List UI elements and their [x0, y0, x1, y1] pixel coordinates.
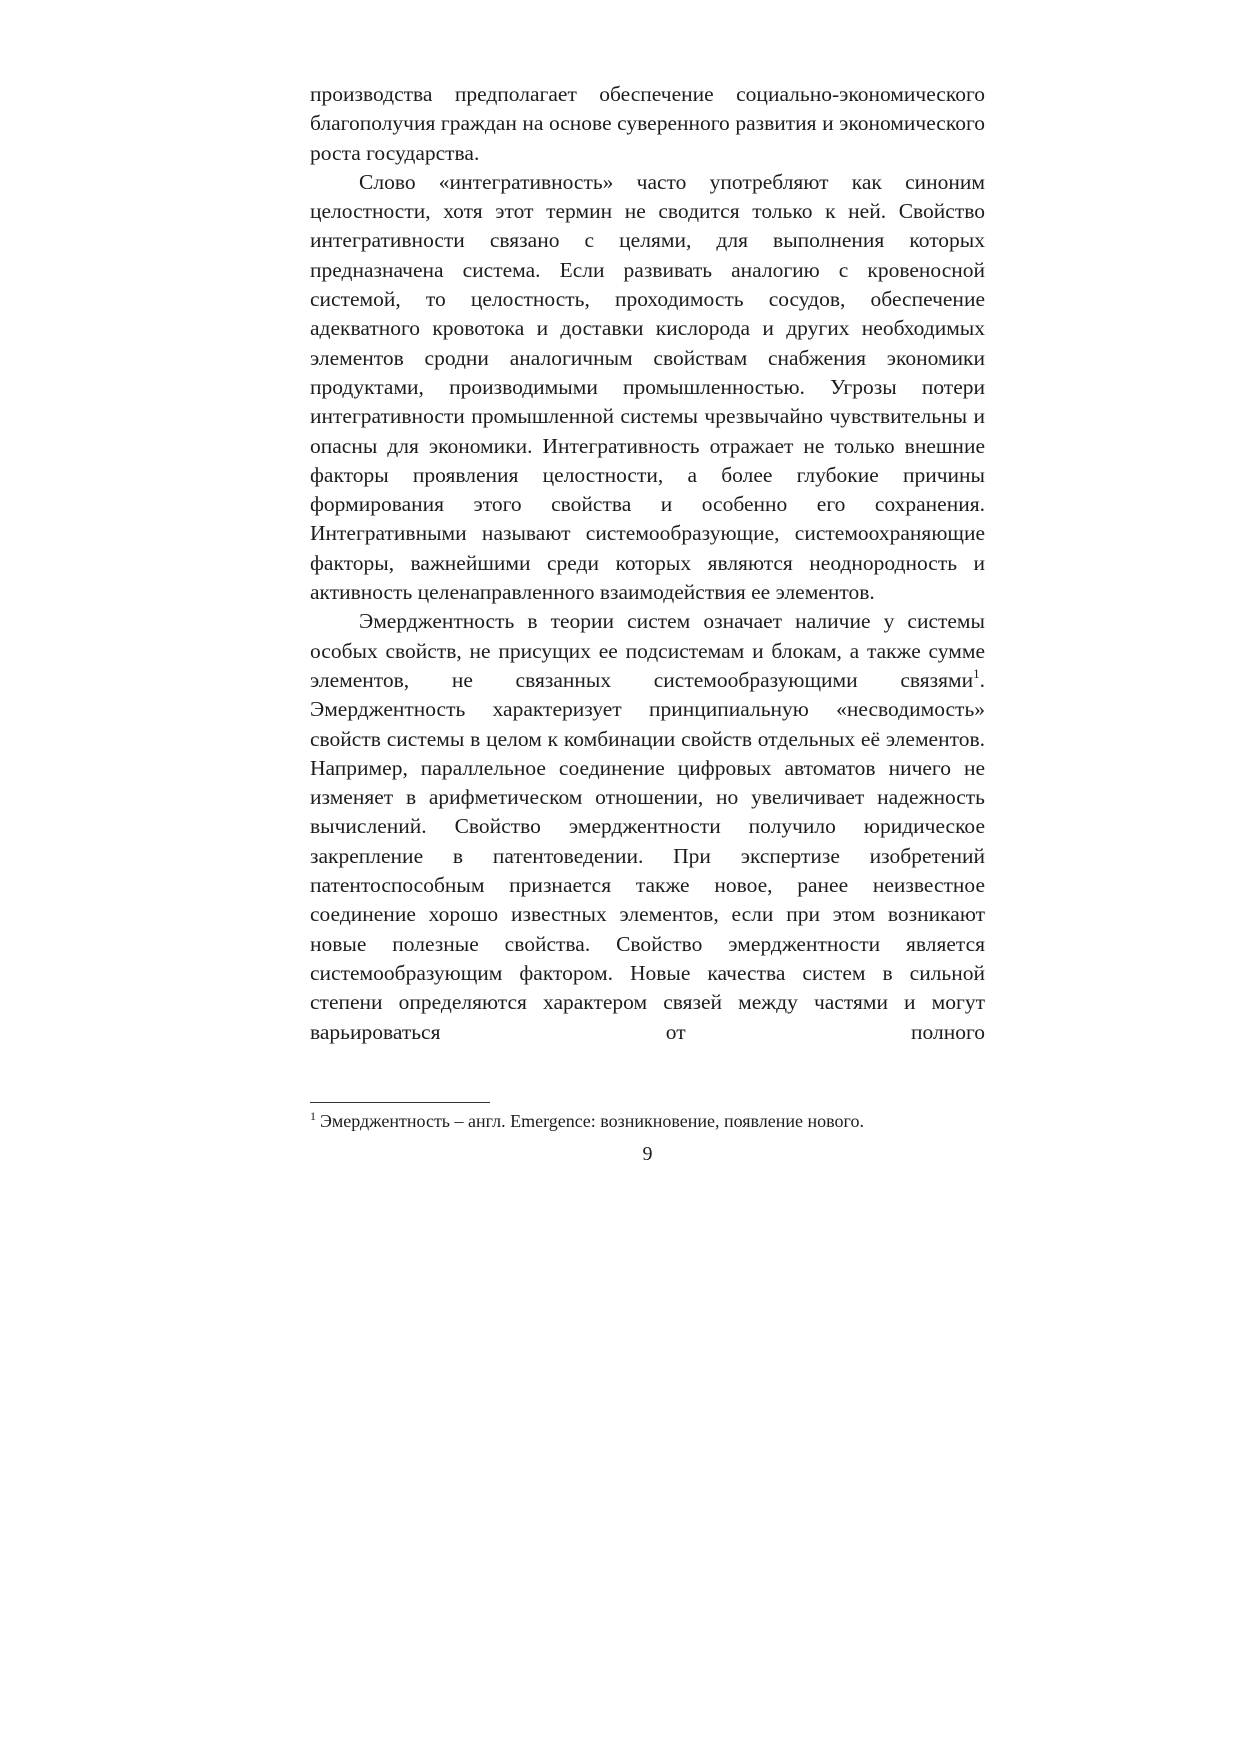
paragraph-integrativity: Слово «интегративность» часто употребляют как синоним целостности, хотя этот термин не сводится только к ней. Свойство интегративности связано с целями, для выполнения которых предназначена система. Если развивать аналогию с кровеносной системой, то целостность, проходимость сосудов, обеспечение адекватного кровотока и доставки кислорода и других необходимых элементов сродни аналогичным свойствам снабжения экономики продуктами, производимыми промышленностью. Угрозы потери интегративности промышленной системы чрезвычайно чувствительны и опасны для экономики. Интегративность отражает не только внешние факторы проявления целостности, а более глубокие причины формирования этого свойства и особенно его сохранения. Интегративными называют системообразующие, системоохраняющие факторы, важнейшими среди которых являются неоднородность и активность целенаправленного взаимодействия ее элементов. — [310, 169, 985, 605]
footnote — [310, 1109, 985, 1133]
paragraph-continuation: производства предполагает обеспечение социально-экономического благополучия граждан на основе суверенного развития и экономического роста государства. — [310, 82, 985, 165]
footnote-reference: 1 — [973, 665, 980, 681]
footnote-separator — [310, 1102, 490, 1103]
body-text — [310, 80, 985, 1047]
paragraph-emergence-text-after: . Эмерджентность характеризует принципиальную «несводимость» свойств системы в целом к комбинации свойств отдельных её элементов. Например, параллельное соединение цифровых автоматов ничего не изменяет в арифметическом отношении, но увеличивает надежность вычислений. Свойство эмерджентности получило юридическое закрепление в патентоведении. При экспертизе изобретений патентоспособным признается также новое, ранее неизвестное соединение хорошо известных элементов, если при этом возникают новые полезные свойства. Свойство эмерджентности является системообразующим фактором. Новые качества систем в сильной степени определяются характером связей между частями и могут варьироваться от полного — [310, 667, 985, 1044]
footnote-marker: 1 — [310, 1109, 316, 1123]
footnote-text: Эмерджентность – англ. Emergence: возникновение, появление нового. — [320, 1111, 864, 1131]
paragraph-emergence-text-before: Эмерджентность в теории систем означает наличие у системы особых свойств, не присущих ее подсистемам и блокам, а также сумме элементов, не связанных системообразующими связями — [310, 609, 985, 692]
paragraph-emergence — [310, 607, 985, 1046]
page-number: 9 — [642, 1143, 653, 1165]
